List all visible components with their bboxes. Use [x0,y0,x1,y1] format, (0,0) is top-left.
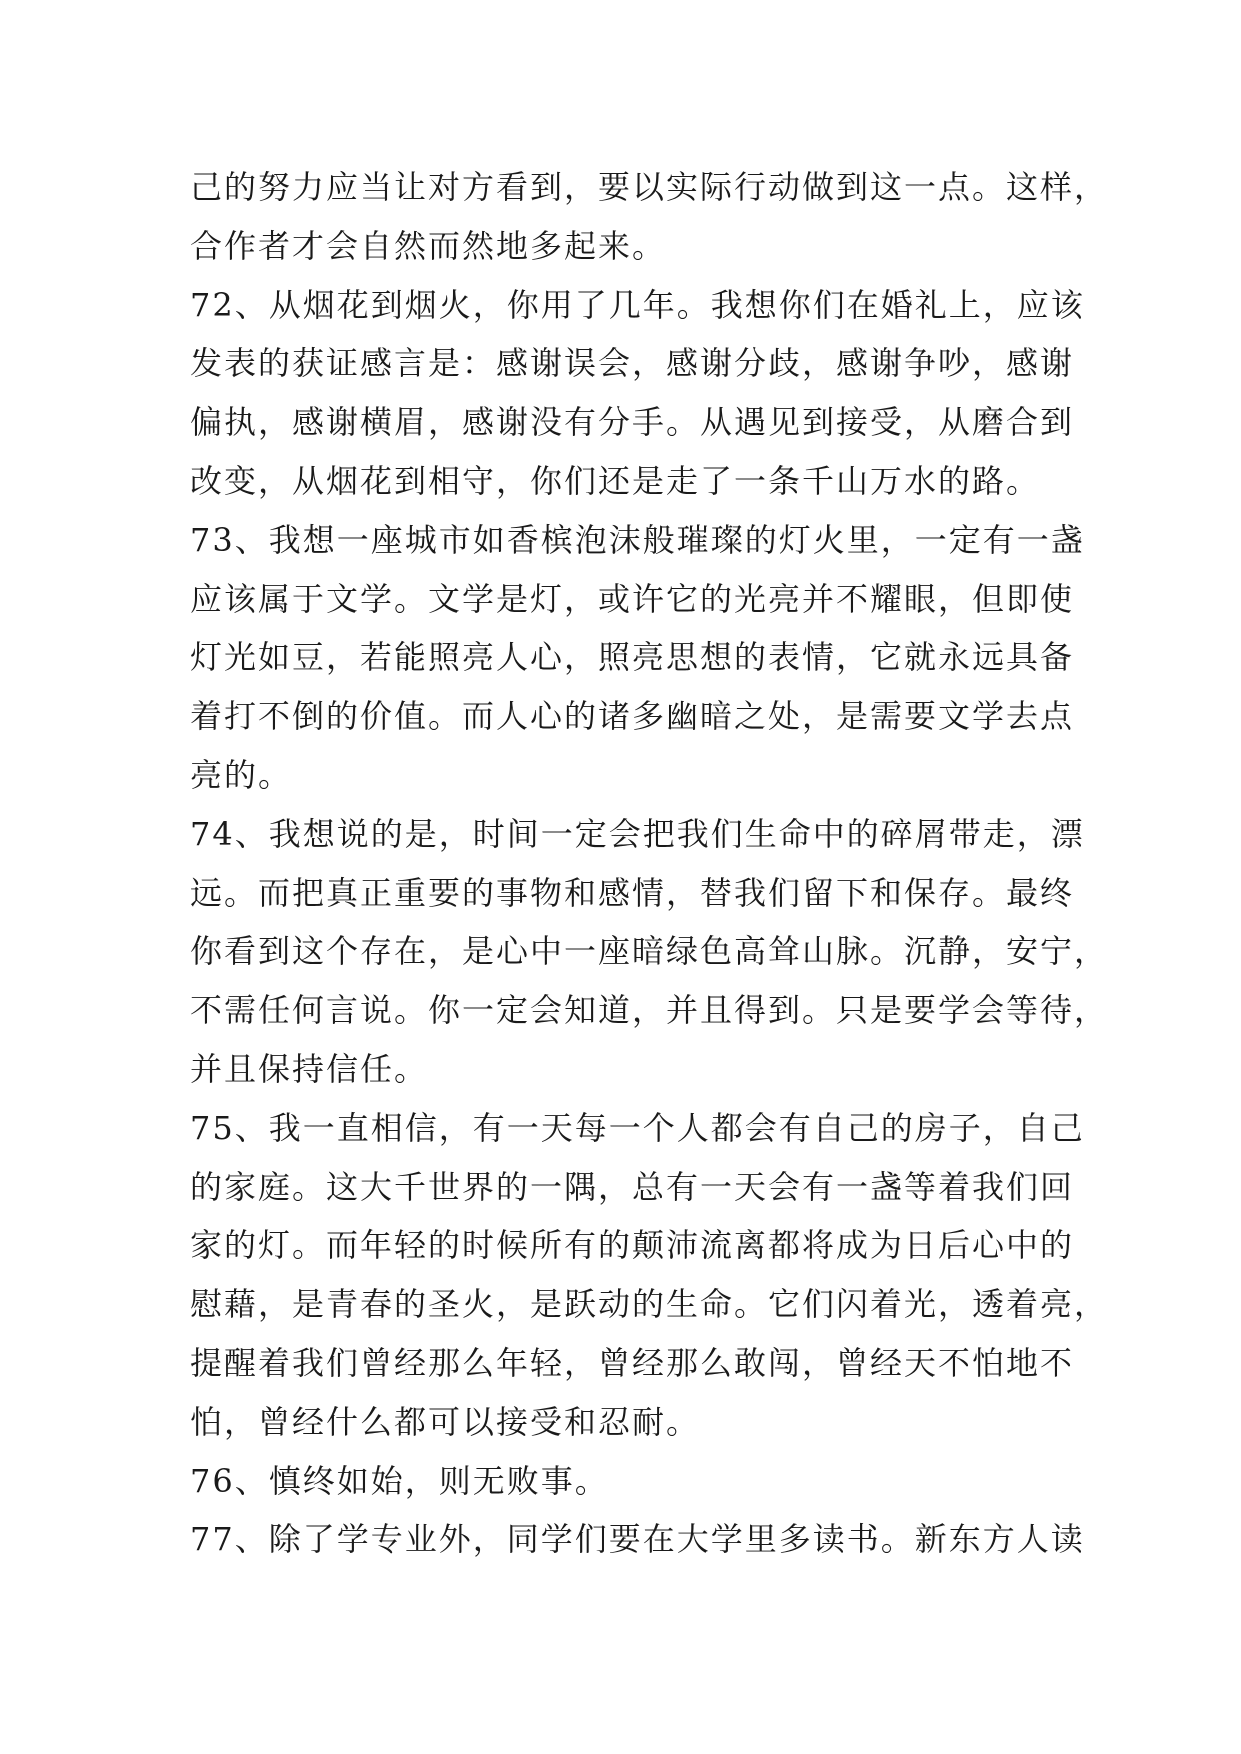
text-line: 提醒着我们曾经那么年轻，曾经那么敢闯，曾经天不怕地不 [190,1343,1075,1382]
text-line: 着打不倒的价值。而人心的诸多幽暗之处，是需要文学去点 [190,697,1075,736]
text-line: 的家庭。这大千世界的一隅，总有一天会有一盏等着我们回 [190,1167,1075,1206]
text-line: 家的灯。而年轻的时候所有的颠沛流离都将成为日后心中的 [190,1226,1075,1265]
text-line: 77、除了学专业外，同学们要在大学里多读书。新东方人读 [190,1520,1085,1559]
text-line: 亮的。 [190,755,293,794]
text-line: 合作者才会自然而然地多起来。 [190,226,667,265]
text-line: 改变，从烟花到相守，你们还是走了一条千山万水的路。 [190,461,1041,500]
text-line: 76、慎终如始，则无败事。 [190,1461,609,1500]
text-line: 怕，曾经什么都可以接受和忍耐。 [190,1402,701,1441]
text-line: 发表的获证感言是：感谢误会，感谢分歧，感谢争吵，感谢 [190,344,1075,383]
text-line: 偏执，感谢横眉，感谢没有分手。从遇见到接受，从磨合到 [190,403,1075,442]
text-line: 你看到这个存在，是心中一座暗绿色高耸山脉。沉静，安宁， [190,932,1109,971]
text-line: 74、我想说的是，时间一定会把我们生命中的碎屑带走，漂 [190,814,1085,853]
text-line: 应该属于文学。文学是灯，或许它的光亮并不耀眼，但即使 [190,579,1075,618]
text-line: 远。而把真正重要的事物和感情，替我们留下和保存。最终 [190,873,1075,912]
text-line: 并且保持信任。 [190,1049,429,1088]
text-line: 不需任何言说。你一定会知道，并且得到。只是要学会等待， [190,991,1109,1030]
text-line: 己的努力应当让对方看到，要以实际行动做到这一点。这样， [190,168,1109,206]
text-line: 灯光如豆，若能照亮人心，照亮思想的表情，它就永远具备 [190,638,1075,677]
text-line: 72、从烟花到烟火，你用了几年。我想你们在婚礼上，应该 [190,285,1085,324]
text-line: 73、我想一座城市如香槟泡沫般璀璨的灯火里，一定有一盏 [190,520,1085,559]
text-line: 慰藉，是青春的圣火，是跃动的生命。它们闪着光，透着亮， [190,1285,1109,1324]
body-text [190,158,1109,1569]
text-line: 75、我一直相信，有一天每一个人都会有自己的房子，自己 [190,1108,1085,1147]
